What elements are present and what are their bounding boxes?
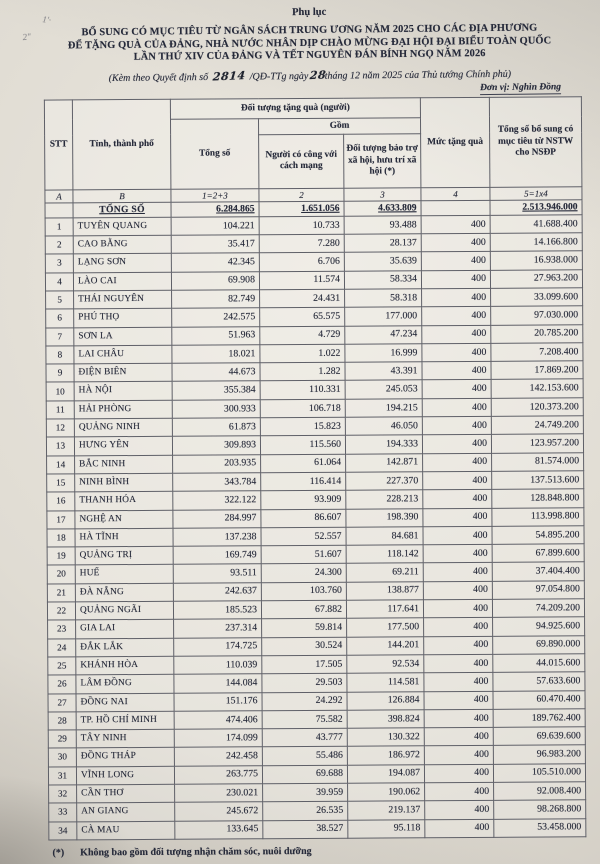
row-supplement-total: 27.963.200: [490, 269, 582, 288]
row-province: VĨNH LONG: [76, 766, 174, 785]
row-supplement-total: 14.166.800: [490, 233, 582, 252]
row-gift-level: 400: [423, 490, 492, 509]
row-stt: 1: [45, 218, 73, 236]
row-stt: 17: [47, 510, 75, 528]
appendix-label: Phụ lục: [292, 6, 327, 19]
total-muc: [421, 200, 490, 215]
row-supplement-total: 54.895.200: [492, 526, 584, 545]
row-province: TÂY NINH: [76, 729, 174, 748]
row-revolution-contributors: 103.760: [261, 582, 346, 601]
row-supplement-total: 60.470.400: [493, 690, 585, 709]
row-province: LAI CHÂU: [74, 345, 172, 364]
row-supplement-total: 137.513.600: [492, 471, 584, 490]
row-province: LÂM ĐỒNG: [76, 674, 174, 693]
row-revolution-contributors: 17.505: [262, 655, 347, 674]
subtitle-prefix: (Kèm theo Quyết định số: [108, 71, 209, 84]
row-social-protection: 227.370: [346, 472, 423, 491]
row-stt: 18: [47, 529, 75, 547]
row-province: CẦN THƠ: [77, 784, 175, 803]
row-revolution-contributors: 30.524: [262, 637, 347, 656]
row-province: HƯNG YÊN: [74, 437, 172, 456]
row-province: TUYÊN QUANG: [73, 217, 171, 236]
row-social-protection: 245.053: [345, 380, 422, 399]
col-header-social-protection: Đối tượng bảo trợ xã hội, hưu trí xã hội (*): [344, 134, 421, 188]
total-label: TỔNG SỐ: [73, 202, 171, 218]
row-gift-level: 400: [421, 233, 490, 252]
row-total: 61.873: [172, 418, 260, 437]
row-stt: 16: [47, 492, 75, 510]
row-total: 144.084: [174, 674, 262, 693]
row-province: ĐÀ NẴNG: [75, 583, 173, 602]
row-social-protection: 43.391: [345, 362, 422, 381]
row-stt: 26: [48, 675, 76, 693]
row-total: 242.458: [174, 747, 262, 766]
formula-cell: 1=2+3: [171, 189, 259, 203]
row-supplement-total: 97.054.800: [492, 580, 584, 599]
formula-cell: 2: [259, 188, 344, 202]
row-revolution-contributors: 24.292: [262, 692, 347, 711]
row-stt: 13: [46, 437, 74, 455]
row-gift-level: 400: [422, 325, 491, 344]
formula-cell: 3: [344, 188, 421, 201]
row-stt: 5: [46, 291, 74, 309]
pen-mark: 1ʹ·: [41, 14, 52, 26]
footnote-text: Không bao gồm đối tượng nhận chăm sóc, nuôi dưỡng: [80, 845, 312, 859]
row-stt: 14: [47, 456, 75, 474]
row-revolution-contributors: 26.535: [263, 802, 348, 821]
row-gift-level: 400: [424, 691, 493, 710]
row-total: 18.021: [172, 345, 260, 364]
footnote: [52, 844, 600, 858]
row-province: QUẢNG NINH: [74, 418, 172, 437]
row-gift-level: 400: [422, 380, 491, 399]
row-province: QUẢNG NGÃI: [75, 601, 173, 620]
row-gift-level: 400: [424, 654, 493, 673]
row-revolution-contributors: 24.300: [261, 564, 346, 583]
row-province: AN GIANG: [77, 803, 175, 822]
row-revolution-contributors: 6.706: [259, 253, 344, 272]
row-stt: 25: [48, 657, 76, 675]
pen-mark: 2ʺ: [21, 31, 32, 43]
row-social-protection: 142.871: [346, 453, 423, 472]
row-province: ĐẮK LẮK: [76, 638, 174, 657]
row-revolution-contributors: 67.882: [261, 600, 346, 619]
row-province: GIA LAI: [76, 620, 174, 639]
row-stt: 33: [49, 803, 77, 821]
row-gift-level: 400: [422, 307, 491, 326]
row-total: 104.221: [171, 217, 259, 236]
row-total: 237.314: [174, 619, 262, 638]
row-gift-level: 400: [424, 764, 493, 783]
row-province: CAO BẰNG: [73, 235, 171, 254]
row-social-protection: 118.142: [346, 545, 423, 564]
row-gift-level: 400: [425, 801, 494, 820]
row-supplement-total: 92.008.400: [494, 782, 586, 801]
row-province: THÁI NGUYÊN: [74, 290, 172, 309]
row-revolution-contributors: 93.909: [261, 490, 346, 509]
row-revolution-contributors: 39.959: [263, 783, 348, 802]
row-social-protection: 16.999: [345, 344, 422, 363]
row-gift-level: 400: [421, 270, 490, 289]
row-revolution-contributors: 115.560: [260, 436, 345, 455]
row-revolution-contributors: 75.582: [262, 710, 347, 729]
col-header-total: Tổng số: [170, 119, 258, 190]
row-revolution-contributors: 55.486: [262, 747, 347, 766]
row-stt: 8: [46, 346, 74, 364]
row-province: ĐỒNG THÁP: [76, 748, 174, 767]
row-social-protection: 194.087: [347, 764, 424, 783]
row-revolution-contributors: 15.823: [260, 417, 345, 436]
row-province: BẮC NINH: [75, 455, 173, 474]
row-supplement-total: 67.899.600: [492, 544, 584, 563]
document-title: [39, 22, 579, 65]
row-revolution-contributors: 86.607: [261, 509, 346, 528]
row-social-protection: 198.390: [346, 508, 423, 527]
row-stt: 4: [45, 273, 73, 291]
row-social-protection: 117.641: [346, 600, 423, 619]
row-total: 51.963: [172, 326, 260, 345]
row-province: HẢI PHÒNG: [74, 400, 172, 419]
formula-cell: A: [45, 190, 73, 203]
row-province: TP. HỒ CHÍ MINH: [76, 711, 174, 730]
row-social-protection: 190.062: [348, 783, 425, 802]
row-social-protection: 28.137: [344, 234, 421, 253]
row-supplement-total: 120.373.200: [491, 398, 583, 417]
row-stt: 23: [48, 620, 76, 638]
row-stt: 10: [46, 382, 74, 400]
row-revolution-contributors: 29.503: [262, 673, 347, 692]
total-total: 6.284.865: [171, 202, 259, 218]
row-gift-level: 400: [424, 673, 493, 692]
row-social-protection: 84.681: [346, 527, 423, 546]
row-supplement-total: 74.209.200: [492, 599, 584, 618]
row-gift-level: 400: [422, 435, 491, 454]
row-gift-level: 400: [422, 343, 491, 362]
row-social-protection: 95.118: [348, 819, 425, 838]
title-line-2: ĐỂ TẶNG QUÀ CỦA ĐẢNG, NHÀ NƯỚC NHÂN DỊP CHÀO MỪNG ĐẠI HỘI ĐẠI BIỂU TOÀN QUỐC: [67, 34, 552, 52]
row-gift-level: 400: [423, 471, 492, 490]
row-revolution-contributors: 43.777: [262, 728, 347, 747]
row-gift-level: 400: [425, 819, 494, 838]
table-body: [45, 200, 586, 840]
row-province: KHÁNH HÒA: [76, 656, 174, 675]
row-gift-level: 400: [422, 288, 491, 307]
row-total: 133.645: [175, 820, 263, 839]
row-province: HÀ NỘI: [74, 382, 172, 401]
row-social-protection: 219.137: [348, 801, 425, 820]
row-stt: 24: [48, 638, 76, 656]
row-social-protection: 138.877: [346, 581, 423, 600]
row-total: 230.021: [175, 784, 263, 803]
col-header-stt: STT: [44, 100, 73, 190]
row-gift-level: 400: [424, 727, 493, 746]
row-revolution-contributors: 65.575: [260, 307, 345, 326]
row-province: ĐIỆN BIÊN: [74, 363, 172, 382]
row-total: 309.893: [172, 436, 260, 455]
row-stt: 29: [48, 730, 76, 748]
row-gift-level: 400: [423, 599, 492, 618]
row-revolution-contributors: 59.814: [262, 619, 347, 638]
row-supplement-total: 57.633.600: [493, 672, 585, 691]
row-revolution-contributors: 38.527: [263, 820, 348, 839]
total-baotro: 4.633.809: [344, 201, 421, 216]
row-gift-level: 400: [423, 453, 492, 472]
col-header-gift-level: Mức tặng quà: [420, 97, 490, 187]
title-line-3: LẦN THỨ XIV CỦA ĐẢNG VÀ TẾT NGUYÊN ĐÁN BÍNH NGỌ NĂM 2026: [133, 48, 486, 63]
row-supplement-total: 37.404.400: [492, 562, 584, 581]
row-province: LÀO CAI: [73, 272, 171, 291]
row-revolution-contributors: 24.431: [260, 289, 345, 308]
row-social-protection: 186.972: [347, 746, 424, 765]
row-supplement-total: 17.869.200: [491, 361, 583, 380]
row-gift-level: 400: [424, 618, 493, 637]
row-supplement-total: 123.957.200: [491, 434, 583, 453]
row-supplement-total: 33.099.600: [491, 288, 583, 307]
row-gift-level: 400: [424, 636, 493, 655]
row-supplement-total: 113.998.800: [492, 507, 584, 526]
row-supplement-total: 98.268.800: [494, 800, 586, 819]
row-revolution-contributors: 69.688: [262, 765, 347, 784]
row-revolution-contributors: 7.280: [259, 234, 344, 253]
row-total: 245.672: [175, 802, 263, 821]
row-supplement-total: 105.510.000: [493, 763, 585, 782]
row-total: 343.784: [173, 473, 261, 492]
row-gift-level: 400: [422, 361, 491, 380]
row-stt: 32: [49, 785, 77, 803]
row-province: THANH HÓA: [75, 492, 173, 511]
row-supplement-total: 69.890.000: [493, 635, 585, 654]
row-total: 93.511: [173, 564, 261, 583]
formula-cell: 4: [421, 187, 490, 200]
row-province: SƠN LA: [74, 327, 172, 346]
row-social-protection: 126.884: [347, 691, 424, 710]
row-supplement-total: 81.574.000: [492, 452, 584, 471]
table-row: [49, 818, 586, 840]
row-gift-level: 400: [421, 215, 490, 234]
row-revolution-contributors: 116.414: [261, 472, 346, 491]
row-total: 35.417: [171, 235, 259, 254]
row-supplement-total: 7.208.400: [491, 343, 583, 362]
row-gift-level: 400: [424, 746, 493, 765]
footnote-marker: (*): [52, 847, 65, 859]
subtitle-suffix: tháng 12 năm 2025 của Thủ tướng Chính phủ): [324, 68, 512, 82]
row-total: 203.935: [173, 454, 261, 473]
row-total: 169.749: [173, 546, 261, 565]
row-stt: 28: [48, 712, 76, 730]
row-total: 44.673: [172, 363, 260, 382]
row-stt: 12: [46, 419, 74, 437]
row-stt: 27: [48, 693, 76, 711]
row-stt: 3: [45, 254, 73, 272]
row-revolution-contributors: 4.729: [260, 326, 345, 345]
row-gift-level: 400: [423, 563, 492, 582]
row-total: 263.775: [174, 765, 262, 784]
row-supplement-total: 24.749.200: [491, 416, 583, 435]
row-supplement-total: 142.153.600: [491, 379, 583, 398]
row-social-protection: 194.215: [345, 399, 422, 418]
row-total: 110.039: [174, 656, 262, 675]
row-supplement-total: 97.030.000: [491, 306, 583, 325]
row-revolution-contributors: 52.557: [261, 527, 346, 546]
col-header-gift-group: Đối tượng tặng quà (người): [170, 98, 420, 120]
row-gift-level: 400: [423, 544, 492, 563]
row-stt: 2: [45, 236, 73, 254]
row-social-protection: 194.333: [345, 435, 422, 454]
row-revolution-contributors: 1.282: [260, 362, 345, 381]
row-province: NINH BÌNH: [75, 473, 173, 492]
row-total: 151.176: [174, 692, 262, 711]
unit-label: Đơn vị: Nghìn Đồng: [480, 82, 562, 93]
row-stt: 19: [47, 547, 75, 565]
row-revolution-contributors: 110.331: [260, 381, 345, 400]
subtitle-middle: /QĐ-TTg ngày: [249, 70, 309, 83]
row-total: 82.749: [172, 290, 260, 309]
row-total: 474.406: [174, 711, 262, 730]
row-stt: 22: [47, 602, 75, 620]
row-stt: 15: [47, 474, 75, 492]
row-total: 174.725: [174, 637, 262, 656]
row-social-protection: 46.050: [345, 417, 422, 436]
row-total: 185.523: [173, 601, 261, 620]
row-supplement-total: 44.015.600: [493, 654, 585, 673]
row-social-protection: 35.639: [344, 252, 421, 271]
row-supplement-total: 20.785.200: [491, 324, 583, 343]
row-social-protection: 47.234: [345, 325, 422, 344]
row-stt: 7: [46, 327, 74, 345]
row-total: 322.122: [173, 491, 261, 510]
row-stt: 31: [48, 767, 76, 785]
col-header-province: Tỉnh, thành phố: [72, 99, 171, 190]
row-social-protection: 177.500: [347, 618, 424, 637]
row-stt: 6: [46, 309, 74, 327]
row-total: 242.575: [172, 308, 260, 327]
row-gift-level: 400: [423, 526, 492, 545]
table-header: [44, 97, 582, 203]
row-social-protection: 228.213: [346, 490, 423, 509]
row-gift-level: 400: [425, 782, 494, 801]
row-stt: 21: [47, 584, 75, 602]
row-social-protection: 177.000: [345, 307, 422, 326]
row-total: 300.933: [172, 399, 260, 418]
row-province: NGHỆ AN: [75, 510, 173, 529]
row-total: 242.637: [173, 582, 261, 601]
row-social-protection: 114.581: [347, 673, 424, 692]
total-stt-cell: [45, 203, 73, 218]
row-supplement-total: 41.688.400: [490, 215, 582, 234]
row-province: HUẾ: [75, 565, 173, 584]
row-gift-level: 400: [423, 508, 492, 527]
row-revolution-contributors: 51.607: [261, 545, 346, 564]
row-social-protection: 398.824: [347, 710, 424, 729]
row-province: CÀ MAU: [77, 821, 175, 840]
col-header-supplement-total: Tổng số bổ sung có mục tiêu từ NSTW cho NSĐP: [489, 97, 582, 188]
row-total: 174.099: [174, 729, 262, 748]
row-stt: 34: [49, 821, 77, 839]
row-revolution-contributors: 106.718: [260, 399, 345, 418]
total-bosung: 2.513.946.000: [490, 200, 582, 216]
row-total: 355.384: [172, 381, 260, 400]
row-total: 69.908: [171, 271, 259, 290]
row-total: 42.345: [171, 253, 259, 272]
row-province: QUẢNG TRỊ: [75, 546, 173, 565]
row-province: PHÚ THỌ: [74, 309, 172, 328]
row-social-protection: 58.318: [345, 289, 422, 308]
row-total: 284.997: [173, 509, 261, 528]
row-gift-level: 400: [423, 581, 492, 600]
row-supplement-total: 189.762.400: [493, 709, 585, 728]
row-social-protection: 92.534: [347, 655, 424, 674]
row-supplement-total: 96.983.200: [493, 745, 585, 764]
row-supplement-total: 53.458.000: [494, 818, 586, 837]
formula-cell: 5=1x4: [490, 187, 582, 201]
row-supplement-total: 128.848.800: [492, 489, 584, 508]
row-revolution-contributors: 1.022: [260, 344, 345, 363]
row-province: LẠNG SƠN: [73, 254, 171, 273]
row-social-protection: 93.488: [344, 216, 421, 235]
row-revolution-contributors: 10.733: [259, 216, 344, 235]
row-gift-level: 400: [424, 709, 493, 728]
row-supplement-total: 69.639.600: [493, 727, 585, 746]
total-cong: 1.651.056: [259, 201, 344, 217]
row-stt: 9: [46, 364, 74, 382]
document-header: [0, 0, 600, 98]
col-header-includes: Gồm: [258, 118, 420, 135]
row-revolution-contributors: 61.064: [261, 454, 346, 473]
row-revolution-contributors: 11.574: [259, 271, 344, 290]
row-social-protection: 130.322: [347, 728, 424, 747]
row-province: HÀ TĨNH: [75, 528, 173, 547]
row-stt: 20: [47, 565, 75, 583]
row-stt: 30: [48, 748, 76, 766]
row-social-protection: 58.334: [344, 270, 421, 289]
handwritten-decision-number: 2814: [212, 68, 246, 84]
row-social-protection: 69.211: [346, 563, 423, 582]
row-gift-level: 400: [422, 398, 491, 417]
title-line-1: BỔ SUNG CÓ MỤC TIÊU TỪ NGÂN SÁCH TRUNG ƯƠNG NĂM 2025 CHO CÁC ĐỊA PHƯƠNG: [81, 22, 538, 39]
row-gift-level: 400: [422, 416, 491, 435]
row-social-protection: 144.201: [347, 636, 424, 655]
budget-table: [44, 96, 587, 840]
row-stt: 11: [46, 401, 74, 419]
row-province: ĐỒNG NAI: [76, 693, 174, 712]
row-supplement-total: 94.925.600: [493, 617, 585, 636]
handwritten-day: 28: [308, 68, 327, 82]
col-header-revolution-contributors: Người có công với cách mạng: [259, 134, 344, 189]
row-gift-level: 400: [421, 252, 490, 271]
formula-cell: B: [73, 189, 171, 203]
row-total: 137.238: [173, 528, 261, 547]
row-supplement-total: 16.938.000: [490, 251, 582, 270]
